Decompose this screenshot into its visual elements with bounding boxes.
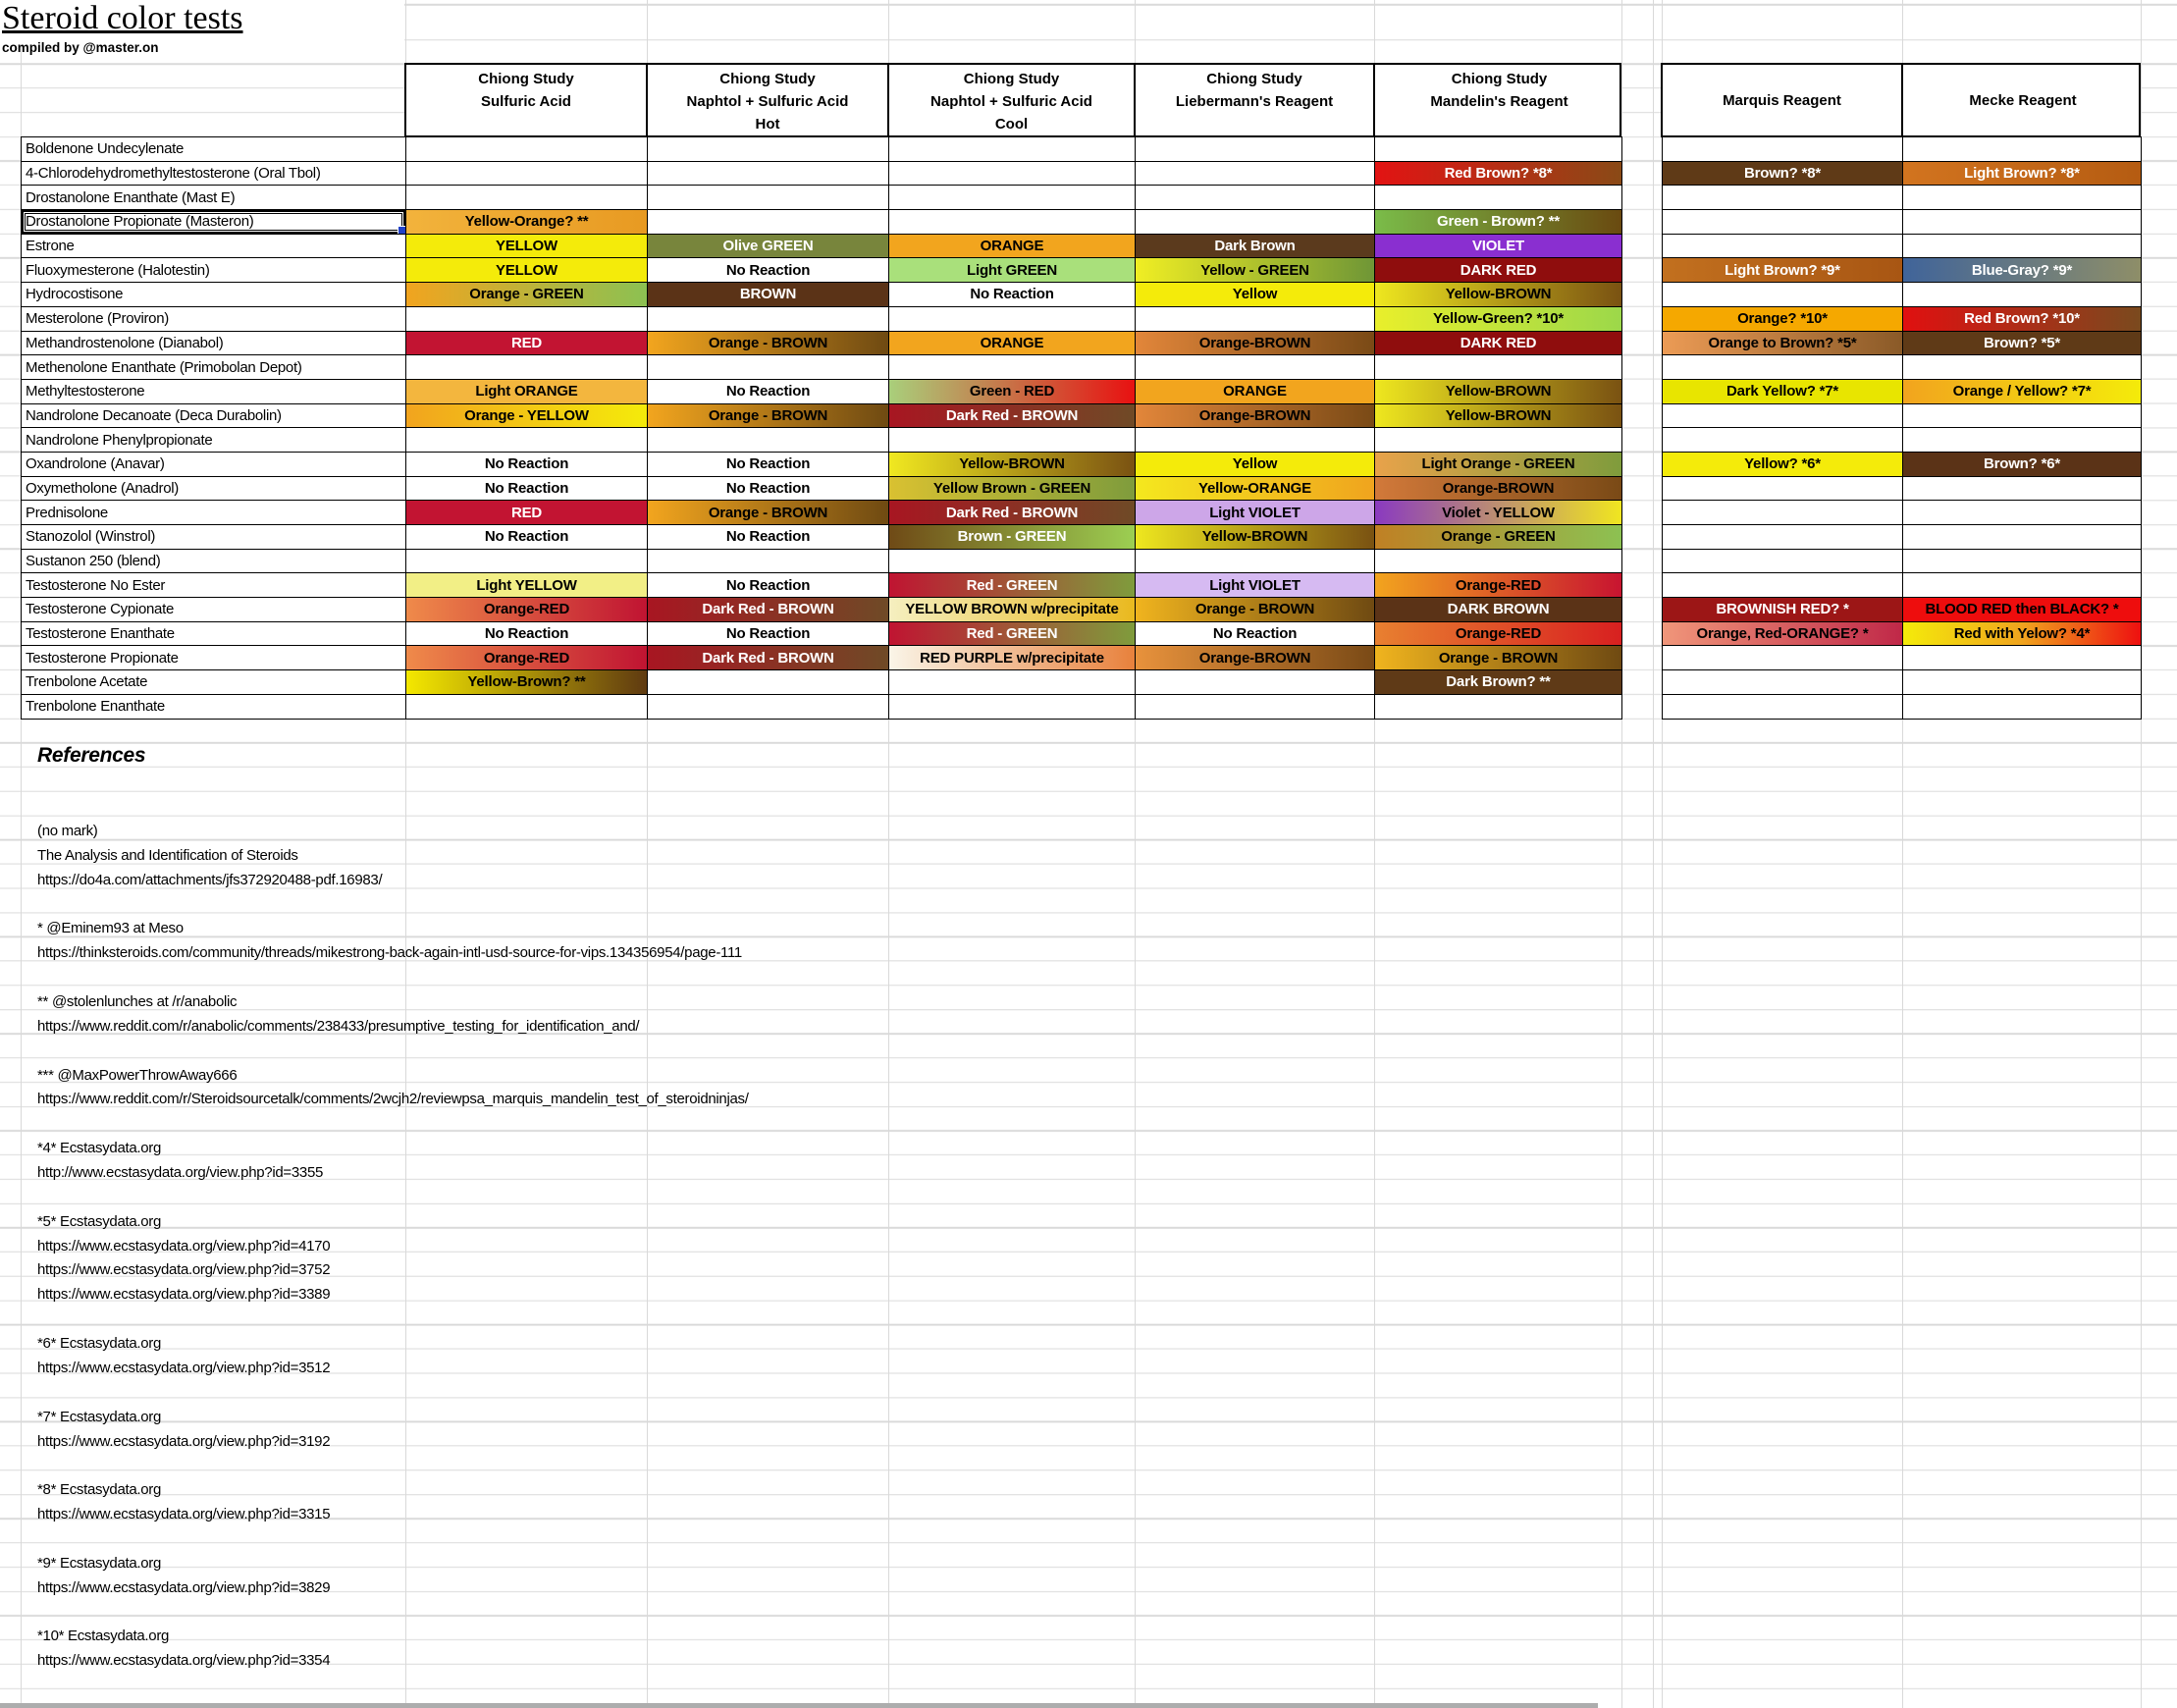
cell-sulfuric[interactable]: No Reaction — [406, 525, 648, 550]
row-label[interactable]: Drostanolone Enanthate (Mast E) — [22, 186, 406, 210]
cell-lieb[interactable] — [1136, 428, 1375, 453]
cell-hot[interactable] — [648, 695, 889, 720]
row-label[interactable]: Testosterone Enanthate — [22, 622, 406, 647]
cell-mecke[interactable]: Light Brown? *8* — [1903, 162, 2142, 187]
cell-sulfuric[interactable]: YELLOW — [406, 235, 648, 259]
reference-url: https://do4a.com/attachments/jfs372920488-pdf.16983/ — [37, 871, 383, 888]
cell-hot[interactable]: No Reaction — [648, 258, 889, 283]
cell-cool[interactable]: Yellow-BROWN — [889, 453, 1136, 477]
column-header-line: Mecke Reagent — [1969, 91, 2077, 109]
reagent-table — [1662, 136, 2142, 720]
column-header-hot[interactable] — [648, 65, 889, 135]
cell-mand[interactable]: Light Orange - GREEN — [1375, 453, 1622, 477]
cell-lieb[interactable] — [1136, 186, 1375, 210]
cell-hot[interactable]: No Reaction — [648, 380, 889, 404]
cell-marquis[interactable] — [1663, 550, 1903, 574]
row-label[interactable]: Boldenone Undecylenate — [22, 137, 406, 162]
row-label[interactable]: Nandrolone Decanoate (Deca Durabolin) — [22, 404, 406, 429]
row-label[interactable]: 4-Chlorodehydromethyltestosterone (Oral Tbol) — [22, 162, 406, 187]
cell-lieb[interactable] — [1136, 137, 1375, 162]
cell-mand[interactable]: Yellow-BROWN — [1375, 404, 1622, 429]
cell-sulfuric[interactable] — [406, 550, 648, 574]
cell-cool[interactable]: Dark Red - BROWN — [889, 501, 1136, 525]
cell-mand[interactable]: Dark Brown? ** — [1375, 670, 1622, 695]
column-header-line: Marquis Reagent — [1723, 91, 1841, 109]
row-label[interactable]: Nandrolone Phenylpropionate — [22, 428, 406, 453]
cell-mand[interactable] — [1375, 137, 1622, 162]
cell-marquis[interactable] — [1663, 137, 1903, 162]
reference-label: * @Eminem93 at Meso — [37, 920, 184, 937]
reference-label: *5* Ecstasydata.org — [37, 1212, 162, 1230]
cell-lieb[interactable]: Yellow-ORANGE — [1136, 477, 1375, 502]
cell-sulfuric[interactable]: No Reaction — [406, 477, 648, 502]
cell-sulfuric[interactable]: Orange-RED — [406, 646, 648, 670]
row-label[interactable]: Estrone — [22, 235, 406, 259]
cell-marquis[interactable]: Orange to Brown? *5* — [1663, 332, 1903, 356]
cell-marquis[interactable] — [1663, 283, 1903, 307]
reference-label: *4* Ecstasydata.org — [37, 1140, 162, 1157]
cell-mecke[interactable] — [1903, 137, 2142, 162]
cell-marquis[interactable] — [1663, 477, 1903, 502]
cell-hot[interactable]: Orange - BROWN — [648, 501, 889, 525]
cell-mecke[interactable]: Red Brown? *10* — [1903, 307, 2142, 332]
cell-lieb[interactable]: ORANGE — [1136, 380, 1375, 404]
cell-cool[interactable] — [889, 186, 1136, 210]
cell-cool[interactable]: ORANGE — [889, 235, 1136, 259]
row-label[interactable]: Mesterolone (Proviron) — [22, 307, 406, 332]
cell-mecke[interactable] — [1903, 477, 2142, 502]
cell-sulfuric[interactable]: Light YELLOW — [406, 573, 648, 598]
cell-mecke[interactable] — [1903, 428, 2142, 453]
cell-lieb[interactable]: Yellow — [1136, 453, 1375, 477]
reference-url: http://www.ecstasydata.org/view.php?id=3355 — [37, 1164, 324, 1182]
cell-hot[interactable] — [648, 137, 889, 162]
cell-sulfuric[interactable] — [406, 428, 648, 453]
cell-lieb[interactable] — [1136, 550, 1375, 574]
cell-cool[interactable] — [889, 695, 1136, 720]
cell-mand[interactable]: Red Brown? *8* — [1375, 162, 1622, 187]
reference-url: https://www.ecstasydata.org/view.php?id=3192 — [37, 1432, 331, 1450]
row-label[interactable]: Stanozolol (Winstrol) — [22, 525, 406, 550]
row-label[interactable]: Testosterone Cypionate — [22, 598, 406, 622]
cell-hot[interactable] — [648, 428, 889, 453]
cell-cool[interactable] — [889, 210, 1136, 235]
cell-sulfuric[interactable]: Yellow-Orange? ** — [406, 210, 648, 235]
cell-sulfuric[interactable] — [406, 186, 648, 210]
cell-mand[interactable]: DARK BROWN — [1375, 598, 1622, 622]
cell-mand[interactable]: VIOLET — [1375, 235, 1622, 259]
row-label[interactable]: Oxymetholone (Anadrol) — [22, 477, 406, 502]
cell-mecke[interactable] — [1903, 695, 2142, 720]
row-label[interactable]: Oxandrolone (Anavar) — [22, 453, 406, 477]
cell-marquis[interactable]: Dark Yellow? *7* — [1663, 380, 1903, 404]
column-header-line: Chiong Study — [963, 71, 1060, 87]
cell-marquis[interactable]: Orange? *10* — [1663, 307, 1903, 332]
cell-marquis[interactable]: Orange, Red-ORANGE? * — [1663, 622, 1903, 647]
cell-lieb[interactable]: Orange-BROWN — [1136, 646, 1375, 670]
gridline-vertical — [1653, 0, 1654, 1708]
cell-lieb[interactable]: Orange - BROWN — [1136, 598, 1375, 622]
cell-cool[interactable]: Light GREEN — [889, 258, 1136, 283]
column-header-line: Naphtol + Sulfuric Acid — [930, 93, 1092, 110]
cell-mand[interactable]: Orange-RED — [1375, 622, 1622, 647]
reference-label: ** @stolenlunches at /r/anabolic — [37, 993, 238, 1011]
cell-sulfuric[interactable]: Orange-RED — [406, 598, 648, 622]
cell-hot[interactable] — [648, 186, 889, 210]
column-header-line: Chiong Study — [478, 71, 574, 87]
row-label[interactable]: Methandrostenolone (Dianabol) — [22, 332, 406, 356]
column-header-marquis[interactable] — [1663, 65, 1903, 135]
cell-sulfuric[interactable] — [406, 355, 648, 380]
column-header-line: Chiong Study — [1206, 71, 1302, 87]
cell-sulfuric[interactable] — [406, 162, 648, 187]
cell-marquis[interactable] — [1663, 573, 1903, 598]
cell-mecke[interactable] — [1903, 670, 2142, 695]
chiong-study-header-block — [404, 63, 1621, 137]
cell-lieb[interactable] — [1136, 355, 1375, 380]
cell-mecke[interactable] — [1903, 355, 2142, 380]
cell-marquis[interactable] — [1663, 695, 1903, 720]
cell-mand[interactable]: Green - Brown? ** — [1375, 210, 1622, 235]
main-table — [21, 136, 1622, 720]
reference-label: *7* Ecstasydata.org — [37, 1408, 162, 1425]
column-header-mecke[interactable] — [1903, 65, 2143, 135]
cell-mand[interactable]: Orange-BROWN — [1375, 477, 1622, 502]
reference-url: https://www.ecstasydata.org/view.php?id=4170 — [37, 1237, 331, 1254]
cell-lieb[interactable] — [1136, 670, 1375, 695]
cell-marquis[interactable]: Brown? *8* — [1663, 162, 1903, 187]
reagent-header-block — [1661, 63, 2141, 137]
cell-mecke[interactable]: Red with Yelow? *4* — [1903, 622, 2142, 647]
cell-hot[interactable]: BROWN — [648, 283, 889, 307]
cell-lieb[interactable] — [1136, 162, 1375, 187]
reference-label: *** @MaxPowerThrowAway666 — [37, 1066, 238, 1084]
cell-mecke[interactable] — [1903, 550, 2142, 574]
cell-cool[interactable]: Dark Red - BROWN — [889, 404, 1136, 429]
cell-sulfuric[interactable]: RED — [406, 332, 648, 356]
column-header-line: Sulfuric Acid — [481, 93, 571, 110]
cell-mand[interactable]: Yellow-BROWN — [1375, 380, 1622, 404]
cell-hot[interactable]: Dark Red - BROWN — [648, 598, 889, 622]
column-header-line: Naphtol + Sulfuric Acid — [686, 93, 849, 110]
column-header-lieb[interactable] — [1136, 65, 1375, 135]
cell-hot[interactable] — [648, 670, 889, 695]
cell-hot[interactable] — [648, 162, 889, 187]
column-header-cool[interactable] — [889, 65, 1136, 135]
reference-url: https://www.ecstasydata.org/view.php?id=3315 — [37, 1506, 331, 1523]
cell-marquis[interactable] — [1663, 525, 1903, 550]
cell-mand[interactable] — [1375, 428, 1622, 453]
reference-url: https://www.ecstasydata.org/view.php?id=3389 — [37, 1286, 331, 1304]
cell-lieb[interactable] — [1136, 307, 1375, 332]
column-header-line: Cool — [994, 116, 1029, 133]
page-title: Steroid color tests — [2, 0, 243, 36]
cell-cool[interactable] — [889, 162, 1136, 187]
cell-marquis[interactable]: Light Brown? *9* — [1663, 258, 1903, 283]
cell-mecke[interactable] — [1903, 525, 2142, 550]
cell-mecke[interactable]: Orange / Yellow? *7* — [1903, 380, 2142, 404]
column-header-sulfuric[interactable] — [406, 65, 648, 135]
cell-hot[interactable]: No Reaction — [648, 453, 889, 477]
cell-marquis[interactable] — [1663, 404, 1903, 429]
cell-mand[interactable]: Yellow-BROWN — [1375, 283, 1622, 307]
cell-mecke[interactable]: Brown? *5* — [1903, 332, 2142, 356]
reference-label: *10* Ecstasydata.org — [37, 1628, 170, 1645]
reference-url: https://www.ecstasydata.org/view.php?id=3512 — [37, 1359, 331, 1376]
cell-cool[interactable] — [889, 428, 1136, 453]
references-heading: References — [37, 744, 146, 767]
cell-lieb[interactable]: Dark Brown — [1136, 235, 1375, 259]
reference-label: The Analysis and Identification of Steroids — [37, 846, 298, 864]
cell-sulfuric[interactable] — [406, 137, 648, 162]
cell-cool[interactable]: No Reaction — [889, 283, 1136, 307]
cell-mecke[interactable] — [1903, 186, 2142, 210]
cell-mand[interactable]: Orange - GREEN — [1375, 525, 1622, 550]
cell-lieb[interactable] — [1136, 210, 1375, 235]
cell-mand[interactable] — [1375, 695, 1622, 720]
cell-hot[interactable] — [648, 550, 889, 574]
row-label[interactable]: Sustanon 250 (blend) — [22, 550, 406, 574]
reference-url: https://www.ecstasydata.org/view.php?id=3752 — [37, 1261, 331, 1279]
row-label[interactable]: Methyltestosterone — [22, 380, 406, 404]
column-header-mand[interactable] — [1375, 65, 1623, 135]
cell-cool[interactable]: ORANGE — [889, 332, 1136, 356]
cell-mand[interactable]: DARK RED — [1375, 258, 1622, 283]
reference-url: https://www.ecstasydata.org/view.php?id=3354 — [37, 1652, 331, 1670]
selection-fill-handle[interactable] — [398, 226, 406, 235]
cell-cool[interactable]: Brown - GREEN — [889, 525, 1136, 550]
row-label[interactable]: Methenolone Enanthate (Primobolan Depot) — [22, 355, 406, 380]
cell-lieb[interactable]: No Reaction — [1136, 622, 1375, 647]
cell-cool[interactable] — [889, 670, 1136, 695]
cell-marquis[interactable] — [1663, 646, 1903, 670]
cell-mecke[interactable]: Brown? *6* — [1903, 453, 2142, 477]
cell-sulfuric[interactable]: RED — [406, 501, 648, 525]
cell-hot[interactable]: Dark Red - BROWN — [648, 646, 889, 670]
reference-label: *8* Ecstasydata.org — [37, 1481, 162, 1499]
cell-hot[interactable] — [648, 307, 889, 332]
bottom-edge-strip — [0, 1703, 1598, 1708]
column-header-line: Liebermann's Reagent — [1175, 93, 1334, 110]
cell-cool[interactable]: Yellow Brown - GREEN — [889, 477, 1136, 502]
reference-url: https://www.ecstasydata.org/view.php?id=3829 — [37, 1578, 331, 1596]
cell-sulfuric[interactable]: Orange - GREEN — [406, 283, 648, 307]
cell-marquis[interactable] — [1663, 210, 1903, 235]
cell-hot[interactable] — [648, 210, 889, 235]
cell-mecke[interactable] — [1903, 404, 2142, 429]
cell-marquis[interactable] — [1663, 670, 1903, 695]
row-label-selected-cell[interactable]: Drostanolone Propionate (Masteron) — [22, 210, 406, 235]
cell-lieb[interactable]: Light VIOLET — [1136, 501, 1375, 525]
cell-marquis[interactable] — [1663, 186, 1903, 210]
cell-lieb[interactable] — [1136, 695, 1375, 720]
cell-sulfuric[interactable]: YELLOW — [406, 258, 648, 283]
cell-lieb[interactable]: Orange-BROWN — [1136, 332, 1375, 356]
cell-lieb[interactable]: Light VIOLET — [1136, 573, 1375, 598]
cell-cool[interactable] — [889, 307, 1136, 332]
reference-url: https://www.reddit.com/r/anabolic/comments/238433/presumptive_testing_for_identification_and/ — [37, 1017, 640, 1035]
cell-mand[interactable]: Violet - YELLOW — [1375, 501, 1622, 525]
cell-mecke[interactable]: Blue-Gray? *9* — [1903, 258, 2142, 283]
cell-mand[interactable]: Orange - BROWN — [1375, 646, 1622, 670]
cell-lieb[interactable]: Orange-BROWN — [1136, 404, 1375, 429]
row-label[interactable]: Fluoxymesterone (Halotestin) — [22, 258, 406, 283]
cell-cool[interactable] — [889, 550, 1136, 574]
cell-hot[interactable]: Olive GREEN — [648, 235, 889, 259]
reference-url: https://www.reddit.com/r/Steroidsourcetalk/comments/2wcjh2/reviewpsa_marquis_mandelin_test_of_steroidninjas/ — [37, 1091, 749, 1108]
row-label[interactable]: Testosterone Propionate — [22, 646, 406, 670]
cell-marquis[interactable]: BROWNISH RED? * — [1663, 598, 1903, 622]
cell-hot[interactable]: No Reaction — [648, 525, 889, 550]
reference-label: (no mark) — [37, 823, 98, 839]
cell-marquis[interactable] — [1663, 235, 1903, 259]
cell-sulfuric[interactable] — [406, 695, 648, 720]
cell-cool[interactable]: Red - GREEN — [889, 622, 1136, 647]
cell-mecke[interactable] — [1903, 235, 2142, 259]
cell-cool[interactable]: YELLOW BROWN w/precipitate — [889, 598, 1136, 622]
cell-sulfuric[interactable] — [406, 307, 648, 332]
cell-mecke[interactable] — [1903, 573, 2142, 598]
row-label[interactable]: Trenbolone Acetate — [22, 670, 406, 695]
cell-mecke[interactable] — [1903, 501, 2142, 525]
cell-sulfuric[interactable]: No Reaction — [406, 453, 648, 477]
column-header-line: Mandelin's Reagent — [1430, 93, 1568, 110]
cell-hot[interactable] — [648, 355, 889, 380]
cell-cool[interactable]: RED PURPLE w/precipitate — [889, 646, 1136, 670]
row-label[interactable]: Prednisolone — [22, 501, 406, 525]
column-header-line: Chiong Study — [1451, 71, 1548, 87]
row-label[interactable]: Testosterone No Ester — [22, 573, 406, 598]
cell-cool[interactable]: Green - RED — [889, 380, 1136, 404]
cell-cool[interactable]: Red - GREEN — [889, 573, 1136, 598]
cell-sulfuric[interactable]: Orange - YELLOW — [406, 404, 648, 429]
cell-sulfuric[interactable]: No Reaction — [406, 622, 648, 647]
cell-mecke[interactable] — [1903, 646, 2142, 670]
row-label[interactable]: Hydrocostisone — [22, 283, 406, 307]
cell-cool[interactable] — [889, 355, 1136, 380]
cell-hot[interactable]: Orange - BROWN — [648, 332, 889, 356]
cell-mecke[interactable]: BLOOD RED then BLACK? * — [1903, 598, 2142, 622]
cell-mecke[interactable] — [1903, 283, 2142, 307]
reference-label: *9* Ecstasydata.org — [37, 1554, 162, 1572]
cell-marquis[interactable] — [1663, 355, 1903, 380]
cell-cool[interactable] — [889, 137, 1136, 162]
column-header-line: Chiong Study — [719, 71, 816, 87]
compiled-by-line: compiled by @master.on — [2, 40, 159, 55]
cell-mand[interactable] — [1375, 550, 1622, 574]
reference-url: https://thinksteroids.com/community/threads/mikestrong-back-again-intl-usd-source-for-vips.134356954/page-111 — [37, 944, 742, 962]
cell-mand[interactable] — [1375, 186, 1622, 210]
cell-mand[interactable] — [1375, 355, 1622, 380]
cell-hot[interactable]: No Reaction — [648, 477, 889, 502]
reference-label: *6* Ecstasydata.org — [37, 1335, 162, 1353]
cell-sulfuric[interactable]: Yellow-Brown? ** — [406, 670, 648, 695]
cell-mecke[interactable] — [1903, 210, 2142, 235]
cell-mand[interactable]: Orange-RED — [1375, 573, 1622, 598]
cell-hot[interactable]: No Reaction — [648, 573, 889, 598]
cell-marquis[interactable]: Yellow? *6* — [1663, 453, 1903, 477]
cell-marquis[interactable] — [1663, 501, 1903, 525]
cell-hot[interactable]: No Reaction — [648, 622, 889, 647]
cell-lieb[interactable]: Yellow-BROWN — [1136, 525, 1375, 550]
cell-sulfuric[interactable]: Light ORANGE — [406, 380, 648, 404]
cell-lieb[interactable]: Yellow - GREEN — [1136, 258, 1375, 283]
cell-lieb[interactable]: Yellow — [1136, 283, 1375, 307]
row-label[interactable]: Trenbolone Enanthate — [22, 695, 406, 720]
cell-hot[interactable]: Orange - BROWN — [648, 404, 889, 429]
cell-mand[interactable]: DARK RED — [1375, 332, 1622, 356]
column-header-line: Hot — [755, 116, 780, 133]
cell-marquis[interactable] — [1663, 428, 1903, 453]
cell-mand[interactable]: Yellow-Green? *10* — [1375, 307, 1622, 332]
